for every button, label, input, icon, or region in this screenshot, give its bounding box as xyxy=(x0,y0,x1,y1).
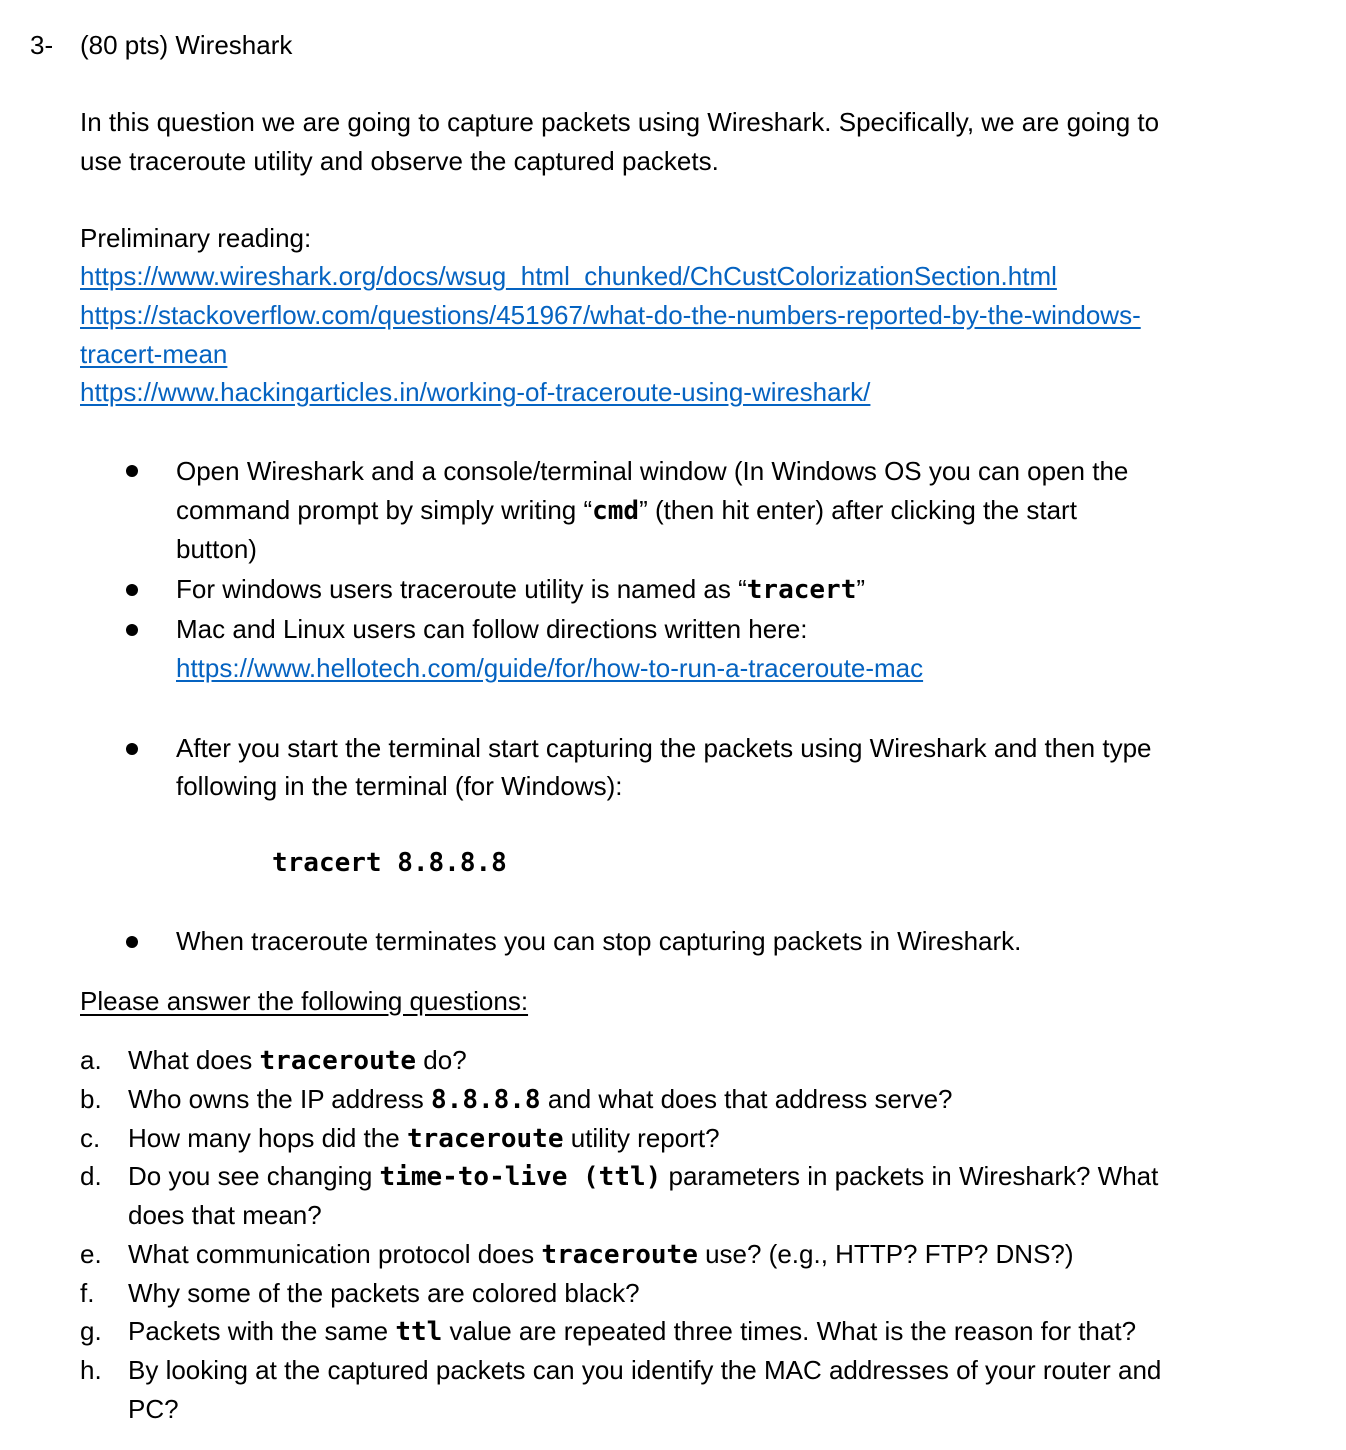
question-text: Who owns the IP address xyxy=(128,1084,432,1114)
question-code: ttl xyxy=(395,1317,443,1347)
question-item xyxy=(128,1235,1074,1275)
bullet-icon xyxy=(126,743,138,755)
question-item xyxy=(128,1041,467,1081)
question-text-post: do? xyxy=(416,1045,467,1075)
reading-link-stackoverflow[interactable]: https://stackoverflow.com/questions/451967/what-do-the-numbers-reported-by-the-windows- xyxy=(80,300,1141,330)
question-text: What communication protocol does xyxy=(128,1239,542,1269)
question-letter: b. xyxy=(80,1084,102,1114)
command-tracert: tracert 8.8.8.8 xyxy=(272,848,507,878)
bullet-icon xyxy=(126,624,138,636)
questions-heading: Please answer the following questions: xyxy=(80,986,529,1016)
reading-link-stackoverflow-cont[interactable]: tracert-mean xyxy=(80,339,228,369)
question-letter: h. xyxy=(80,1355,102,1385)
step-3-link-hellotech[interactable]: https://www.hellotech.com/guide/for/how-to-run-a-traceroute-mac xyxy=(176,653,924,683)
question-code: time-to-live (ttl) xyxy=(379,1162,662,1192)
question-code: traceroute xyxy=(541,1240,698,1270)
reading-link-hackingarticles[interactable]: https://www.hackingarticles.in/working-of-traceroute-using-wireshark/ xyxy=(80,377,871,407)
bullet-icon xyxy=(126,584,138,596)
question-item-cont: does that mean? xyxy=(128,1200,322,1230)
step-1-line-1: Open Wireshark and a console/terminal window (In Windows OS you can open the xyxy=(176,456,1129,486)
question-text-post: parameters in packets in Wireshark? What xyxy=(661,1161,1159,1191)
question-item xyxy=(128,1119,720,1159)
question-letter: a. xyxy=(80,1045,102,1075)
intro-line-2: use traceroute utility and observe the captured packets. xyxy=(80,146,719,176)
question-code: traceroute xyxy=(259,1046,417,1076)
reading-link-wireshark[interactable]: https://www.wireshark.org/docs/wsug_html_chunked/ChCustColorizationSection.html xyxy=(80,261,1057,291)
question-text: Why some of the packets are colored black? xyxy=(128,1278,640,1308)
question-letter: g. xyxy=(80,1316,102,1346)
question-letter: e. xyxy=(80,1239,102,1269)
question-item-cont: PC? xyxy=(128,1394,179,1424)
question-text-post: value are repeated three times. What is the reason for that? xyxy=(442,1316,1137,1346)
bullet-icon xyxy=(126,936,138,948)
question-text-post: utility report? xyxy=(563,1123,720,1153)
question-letter: d. xyxy=(80,1161,102,1191)
question-number: 3- xyxy=(30,30,54,60)
question-text: Packets with the same xyxy=(128,1316,396,1346)
question-text: How many hops did the xyxy=(128,1123,407,1153)
question-item xyxy=(128,1274,640,1313)
question-title: (80 pts) Wireshark xyxy=(80,30,293,60)
question-text: Do you see changing xyxy=(128,1161,380,1191)
question-item xyxy=(128,1312,1136,1352)
step-2 xyxy=(176,570,865,610)
question-item xyxy=(128,1080,953,1120)
step-4-line-1: After you start the terminal start capturing the packets using Wireshark and then type xyxy=(176,733,1152,763)
step-1-line-3: button) xyxy=(176,534,257,564)
question-text: What does xyxy=(128,1045,260,1075)
step-1-text-post: ” (then hit enter) after clicking the start xyxy=(639,495,1077,525)
reading-heading: Preliminary reading: xyxy=(80,223,312,253)
step-3-line-1: Mac and Linux users can follow directions written here: xyxy=(176,614,808,644)
question-text-post: use? (e.g., HTTP? FTP? DNS?) xyxy=(697,1239,1074,1269)
intro-line-1: In this question we are going to capture packets using Wireshark. Specifically, we are going to xyxy=(80,107,1160,137)
question-code: 8.8.8.8 xyxy=(431,1085,541,1115)
question-code: traceroute xyxy=(406,1124,564,1154)
step-2-code-tracert: tracert xyxy=(746,575,857,605)
step-1-code-cmd: cmd xyxy=(592,496,640,526)
step-5: When traceroute terminates you can stop capturing packets in Wireshark. xyxy=(176,926,1022,956)
question-text-post: and what does that address serve? xyxy=(540,1084,953,1114)
question-item xyxy=(128,1157,1158,1197)
question-item xyxy=(128,1351,1161,1390)
question-text: By looking at the captured packets can you identify the MAC addresses of your router and xyxy=(128,1355,1162,1385)
step-4-line-2: following in the terminal (for Windows): xyxy=(176,771,623,801)
step-2-text-post: ” xyxy=(856,574,866,604)
step-1-line-2 xyxy=(176,491,1077,531)
question-letter: f. xyxy=(80,1278,95,1308)
question-letter: c. xyxy=(80,1123,101,1153)
bullet-icon xyxy=(126,465,138,477)
step-1-text-pre: command prompt by simply writing “ xyxy=(176,495,593,525)
step-2-text-pre: For windows users traceroute utility is named as “ xyxy=(176,574,747,604)
